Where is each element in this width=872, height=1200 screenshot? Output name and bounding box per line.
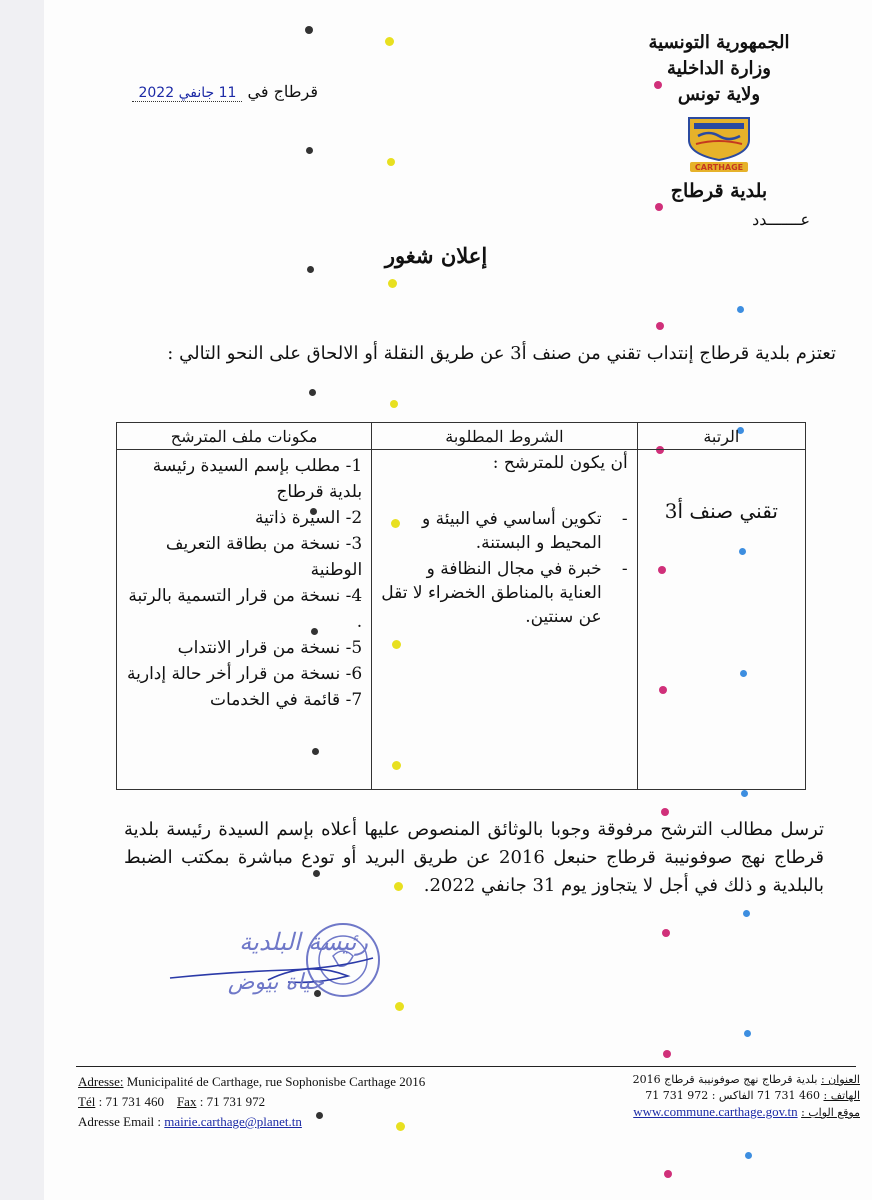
conditions-intro: أن يكون للمترشح : [492, 453, 628, 473]
printer-dot [309, 389, 316, 396]
rank-header: الرتبة [637, 423, 805, 450]
signature-title: رئيسة البلدية [239, 928, 368, 956]
footer-address-label: Adresse: [78, 1074, 124, 1089]
printer-dot [388, 279, 397, 288]
document-item: 3- نسخة من بطاقة التعريف الوطنية [165, 534, 363, 580]
printer-dot [663, 1050, 671, 1058]
document-item: 4- نسخة من قرار التسمية بالرتبة . [128, 586, 363, 632]
requirements-table [116, 422, 806, 790]
footer-email [78, 1112, 425, 1132]
footer-ar-phone [580, 1088, 860, 1104]
printer-dot [387, 158, 395, 166]
condition-item: - تكوين أساسي في البيئة و المحيط و البستنة. [379, 507, 628, 555]
printer-dot [390, 400, 398, 408]
ministry-name: وزارة الداخلية [667, 58, 771, 79]
footer-ar-address [580, 1072, 860, 1088]
rank-cell [637, 450, 805, 790]
reference-number-label: عـــــــدد [752, 210, 810, 229]
footer-fax-value: : 71 731 972 [199, 1094, 266, 1109]
document-title: إعلان شغور [384, 243, 488, 268]
printer-dot [662, 929, 670, 937]
document-item: 5- نسخة من قرار الانتداب [177, 638, 363, 658]
footer-fax-label: Fax [176, 1094, 197, 1109]
printer-dot [395, 1002, 404, 1011]
conditions-list [373, 507, 636, 629]
date-value: 11 جانفي 2022 [132, 85, 242, 102]
printer-dot [745, 1152, 752, 1159]
printer-dot [664, 1170, 672, 1178]
conditions-cell [372, 450, 638, 790]
footer-french [78, 1072, 425, 1132]
printer-dot [306, 147, 313, 154]
logo-text: CARTHAGE [694, 163, 744, 172]
footer-contact [78, 1092, 425, 1112]
footer-ar-address-label: العنوان : [820, 1073, 860, 1086]
printer-dot [741, 790, 748, 797]
municipality-name: بلدية قرطاج [670, 180, 768, 202]
printer-dot [737, 306, 744, 313]
conditions-header: الشروط المطلوبة [372, 423, 638, 450]
table-row [117, 450, 806, 790]
printer-dot [385, 37, 394, 46]
footer-address-value: Municipalité de Carthage, rue Sophonisbe Carthage 2016 [126, 1074, 426, 1089]
documents-list [118, 451, 370, 713]
footer-tel-value: : 71 731 460 [98, 1094, 164, 1109]
footer-tel-label: Tél [78, 1094, 96, 1109]
footer-ar-phone-value: 460 731 71 الفاكس : 972 731 71 [645, 1089, 821, 1102]
footer-email-link[interactable]: mairie.carthage@planet.tn [164, 1114, 302, 1129]
document-item: 6- نسخة من قرار أخر حالة إدارية [127, 664, 363, 684]
governorate-name: ولاية تونس [677, 84, 761, 105]
intro-paragraph: تعتزم بلدية قرطاج إنتداب تقني من صنف أ3 عن طريق النقلة أو الالحاق على النحو التالي : [167, 343, 836, 364]
footer-ar-web-label: موقع الواب : [801, 1106, 860, 1119]
footer-website-link[interactable]: www.commune.carthage.gov.tn [633, 1104, 798, 1119]
scan-edge [0, 0, 44, 1200]
printer-dot [744, 1030, 751, 1037]
document-item: 1- مطلب بإسم السيدة رئيسة بلدية قرطاج [152, 456, 363, 502]
signature-block [168, 910, 388, 1010]
printer-dot [305, 26, 313, 34]
condition-item: - خبرة في مجال النظافة و العناية بالمناطق الخضراء لا تقل عن سنتين. [379, 557, 628, 629]
date-label: قرطاج في [247, 82, 318, 101]
document-date [118, 82, 318, 101]
printer-dot [656, 322, 664, 330]
documents-cell [117, 450, 372, 790]
printer-dot [655, 203, 663, 211]
printer-dot [743, 910, 750, 917]
documents-header: مكونات ملف المترشح [117, 423, 372, 450]
rank-value: تقني صنف أ3 [664, 499, 778, 523]
footer-ar-phone-label: الهاتف : [823, 1089, 860, 1102]
carthage-logo-icon [684, 114, 754, 174]
table-header-row [117, 423, 806, 450]
printer-dot [661, 808, 669, 816]
republic-name: الجمهورية التونسية [648, 32, 790, 53]
footer-address [78, 1072, 425, 1092]
document-item: 7- قائمة في الخدمات [210, 690, 363, 710]
closing-paragraph: ترسل مطالب الترشح مرفوقة وجوبا بالوثائق المنصوص عليها أعلاه بإسم السيدة رئيسة بلدية قرطاج نهج صوفونيبة قرطاج حنبعل 2016 عن طريق البريد أو تودع مباشرة بمكتب الضبط بالبلدية و ذلك في أجل لا يتجاوز يوم 31 جانفي 2022. [124, 819, 824, 896]
footer-ar-address-value: بلدية قرطاج نهج صوفونيبة قرطاج 2016 [632, 1073, 818, 1086]
signature-name: حياة بيوض [227, 970, 324, 995]
footer-email-label: Adresse Email : [78, 1114, 162, 1129]
footer-divider [76, 1066, 856, 1067]
footer-ar-web [580, 1104, 860, 1121]
letterhead [604, 30, 834, 202]
footer-arabic [580, 1072, 860, 1121]
document-item: 2- السيرة ذاتية [255, 508, 363, 528]
